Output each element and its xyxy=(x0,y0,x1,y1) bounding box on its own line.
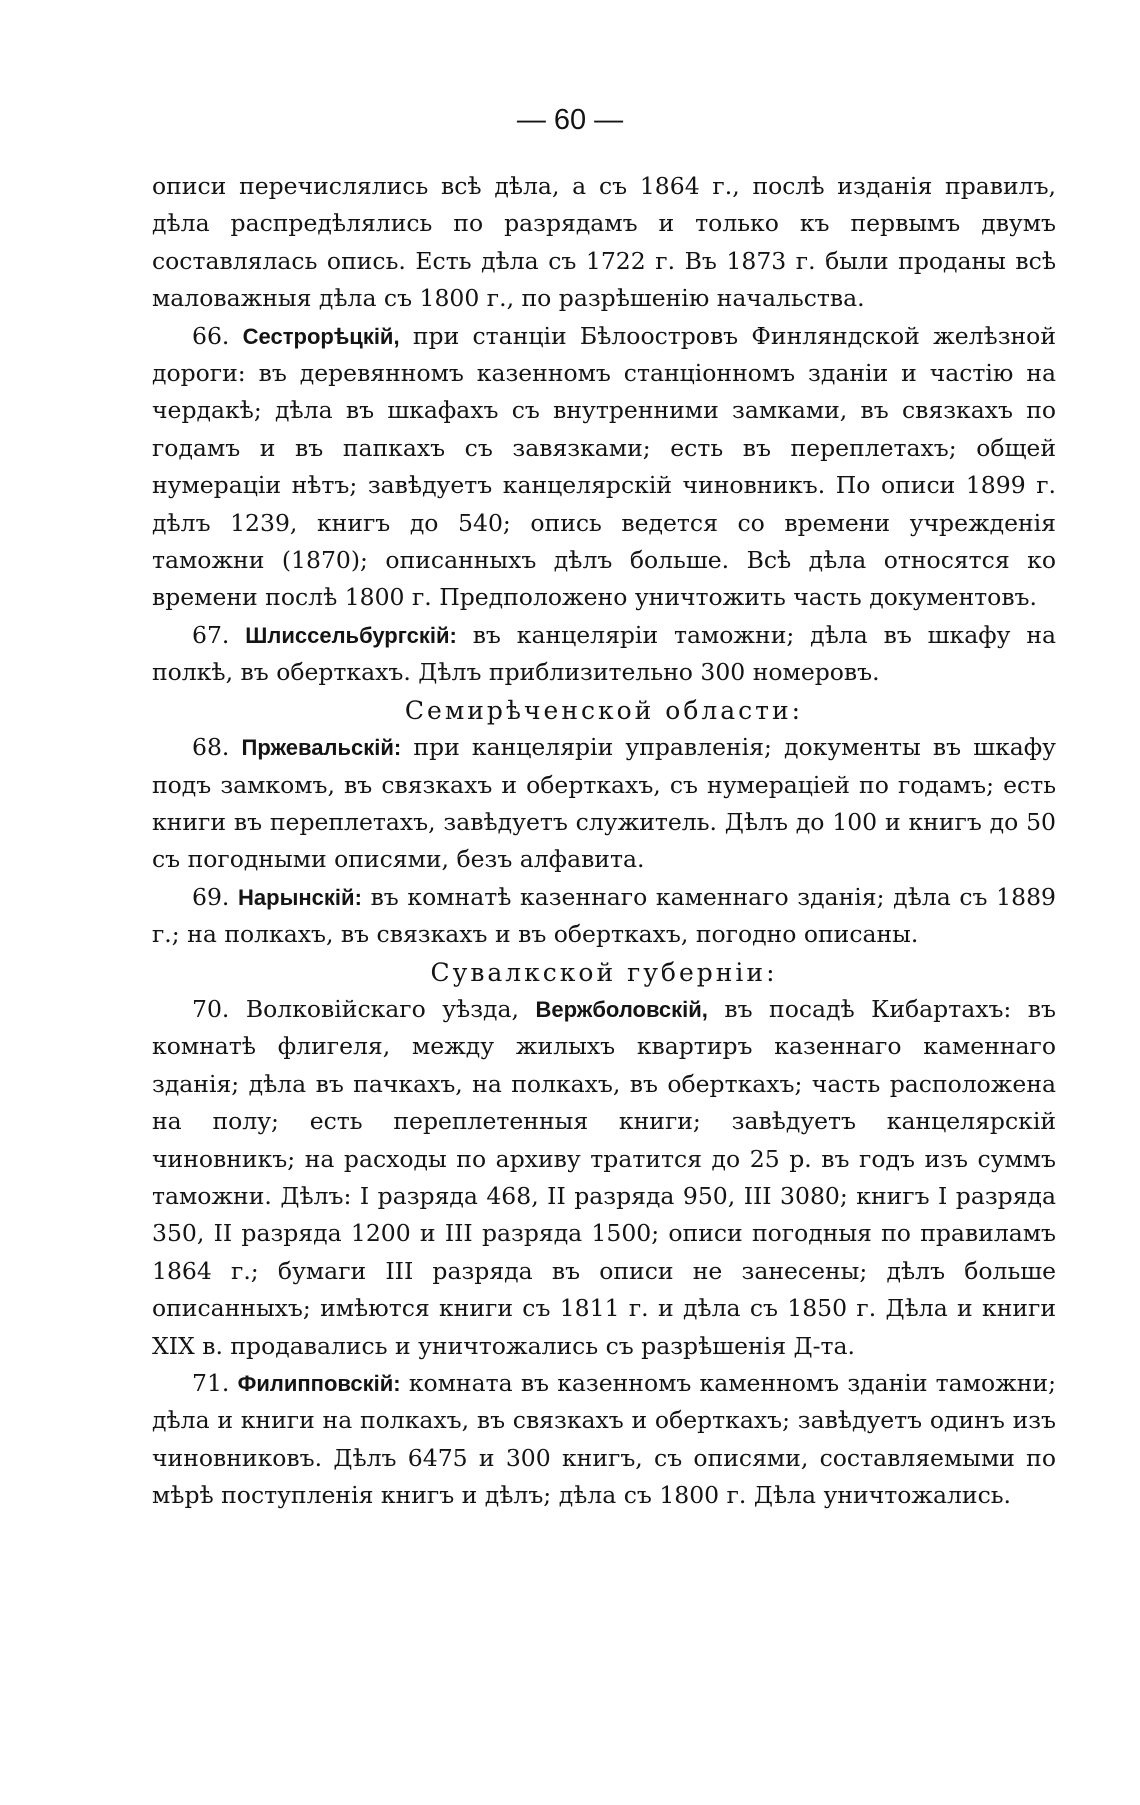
section-heading-semirechensk: Семирѣченской области: xyxy=(404,695,804,725)
section-heading-suvalki: Сувалкской губерніи: xyxy=(430,957,778,987)
entry-text: при станціи Бѣлоостровъ Финляндской желѣзной дороги: въ деревянномъ казенномъ станціонномъ зданіи и частію на чердакѣ; дѣла въ шкафахъ съ внутренними замками, въ связкахъ по годамъ и въ папкахъ съ завязками; есть въ переплетахъ; общей нумераціи нѣтъ; завѣдуетъ канцелярскій чиновникъ. По описи 1899 г. дѣлъ 1239, книгъ до 540; опись ведется со времени учрежденія таможни (1870); описанныхъ дѣлъ больше. Всѣ дѣла относятся ко времени послѣ 1800 г. Предположено уничтожить часть документовъ. xyxy=(152,321,1056,612)
entry-number: 69. xyxy=(192,882,230,911)
entry-name: Шлиссельбургскій: xyxy=(245,622,457,648)
intro-paragraph: описи перечислялись всѣ дѣла, а съ 1864 г., послѣ изданія правилъ, дѣла распредѣлялись по разрядамъ и только къ первымъ двумъ составлялась опись. Есть дѣла съ 1722 г. Въ 1873 г. были проданы всѣ маловажныя дѣла съ 1800 г., по разрѣшенію начальства. xyxy=(152,172,1056,313)
entry-name: Пржевальскій: xyxy=(241,735,402,761)
entry-number: 67. xyxy=(192,620,230,649)
entry-66 xyxy=(152,318,1056,617)
page-number: — 60 — xyxy=(516,104,624,136)
entry-text: въ канцеляріи таможни; дѣла въ шкафу на полкѣ, въ оберткахъ. Дѣлъ приблизительно 300 номеровъ. xyxy=(152,620,1056,687)
entry-69 xyxy=(152,879,1056,954)
entry-name: Нарынскій: xyxy=(238,884,362,910)
entry-text: въ посадѣ Кибартахъ: въ комнатѣ флигеля, между жилыхъ квартиръ казеннаго каменнаго зданія; дѣла въ пачкахъ, на полкахъ, въ оберткахъ; часть расположена на полу; есть переплетенныя книги; завѣдуетъ канцелярскій чиновникъ; на расходы по архиву тратится до 25 р. въ годъ изъ суммъ таможни. Дѣлъ: I разряда 468, II разряда 950, III 3080; книгъ I разряда 350, II разряда 1200 и III разряда 1500; описи погодныя по правиламъ 1864 г.; бумаги III разряда въ описи не занесены; дѣлъ больше описанныхъ; имѣются книги съ 1811 г. и дѣла съ 1850 г. Дѣла и книги XIX в. продавались и уничтожались съ разрѣшенія Д-та. xyxy=(152,994,1056,1360)
entry-prefix: Волковійскаго уѣзда, xyxy=(229,994,536,1023)
entry-text: при канцеляріи управленія; документы въ шкафу подъ замкомъ, въ связкахъ и оберткахъ, съ нумераціей по годамъ; есть книги въ переплетахъ, завѣдуетъ служитель. Дѣлъ до 100 и книгъ до 50 съ погодными описями, безъ алфавита. xyxy=(152,733,1056,874)
entry-name: Сестрорѣцкій, xyxy=(242,323,400,349)
text-body xyxy=(152,168,1056,1515)
entry-71 xyxy=(152,1365,1056,1515)
entry-70 xyxy=(152,991,1056,1365)
entry-number: 70. xyxy=(192,994,230,1023)
entry-text: комната въ казенномъ каменномъ зданіи таможни; дѣла и книги на полкахъ, въ связкахъ и оберткахъ; завѣдуетъ одинъ изъ чиновниковъ. Дѣлъ 6475 и 300 книгъ, съ описями, составляемыми по мѣрѣ поступленія книгъ и дѣлъ; дѣла съ 1800 г. Дѣла уничтожались. xyxy=(152,1369,1056,1510)
entry-name: Вержболовскій, xyxy=(535,996,708,1022)
entry-number: 68. xyxy=(192,733,230,762)
entry-number: 71. xyxy=(192,1369,230,1397)
entry-number: 66. xyxy=(192,321,230,350)
entry-text: въ комнатѣ казеннаго каменнаго зданія; дѣла съ 1889 г.; на полкахъ, въ связкахъ и въ оберткахъ, погодно описаны. xyxy=(152,882,1056,949)
entry-67 xyxy=(152,617,1056,692)
entry-name: Филипповскій: xyxy=(237,1371,401,1396)
entry-68 xyxy=(152,729,1056,879)
